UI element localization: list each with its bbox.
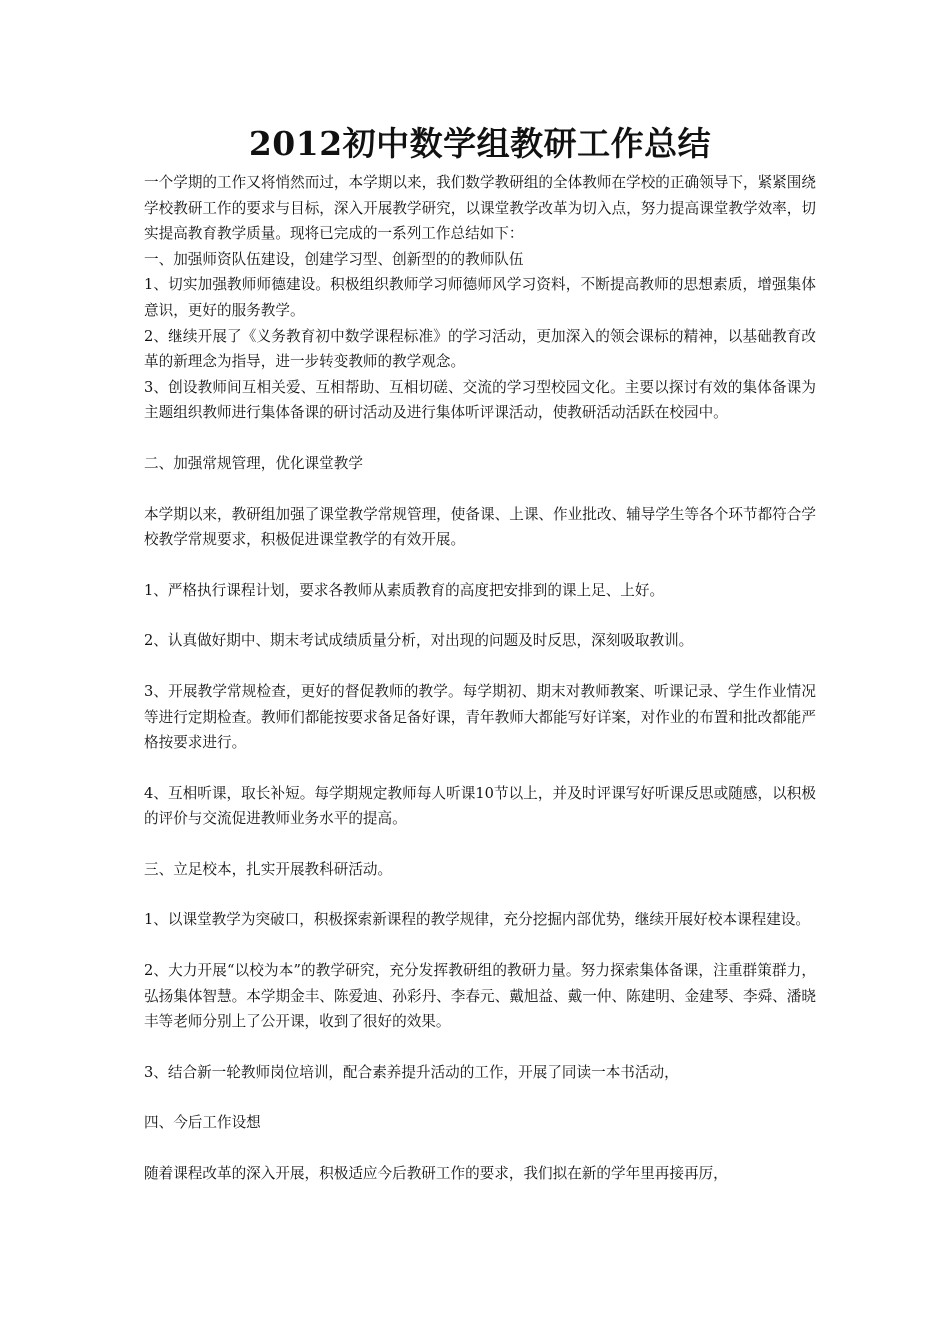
section4-heading: 四、今后工作设想	[144, 1114, 261, 1132]
section2-intro: 本学期以来，教研组加强了课堂教学常规管理，使备课、上课、作业批改、辅导学生等各个环节都符合学校教学常规要求，积极促进课堂教学的有效开展。	[144, 505, 816, 549]
section2-item-2: 2、认真做好期中、期末考试成绩质量分析，对出现的问题及时反思，深刻吸取教训。	[144, 632, 694, 650]
section3-item-1: 1、以课堂教学为突破口，积极探索新课程的教学规律，充分挖掘内部优势，继续开展好校本课程建设。	[144, 911, 811, 929]
section2-item-1: 1、严格执行课程计划，要求各教师从素质教育的高度把安排到的课上足、上好。	[144, 581, 665, 599]
section2-item-4: 4、互相听课，取长补短。每学期规定教师每人听课10节以上，并及时评课写好听课反思或随感，以积极的评价与交流促进教师业务水平的提高。	[144, 784, 816, 828]
section1-item-2: 2、继续开展了《义务教育初中数学课程标准》的学习活动，更加深入的领会课标的精神，以基础教育改革的新理念为指导，进一步转变教师的教学观念。	[144, 327, 816, 371]
section4-intro: 随着课程改革的深入开展，积极适应今后教研工作的要求，我们拟在新的学年里再接再厉，	[144, 1165, 728, 1183]
section1-heading: 一、加强师资队伍建设，创建学习型、创新型的的教师队伍	[144, 250, 524, 268]
section1-item-1: 1、切实加强教师师德建设。积极组织教师学习师德师风学习资料，不断提高教师的思想素质，增强集体意识，更好的服务教学。	[144, 276, 816, 319]
section2-item-3: 3、开展教学常规检查，更好的督促教师的教学。每学期初、期末对教师教案、听课记录、学生作业情况等进行定期检查。教师们都能按要求备足备好课，青年教师大都能写好详案，对作业的布置和批改都能严格按要求进行。	[144, 682, 816, 752]
section3-item-2: 2、大力开展“以校为本”的教学研究，充分发挥教研组的教研力量。努力探索集体备课，注重群策群力，弘扬集体智慧。本学期金丰、陈爱迪、孙彩丹、李春元、戴旭益、戴一仲、陈建明、金建琴、李舜、潘晓丰等老师分别上了公开课，收到了很好的效果。	[144, 962, 816, 1031]
document-title: 2012初中数学组教研工作总结	[248, 124, 712, 163]
section2-heading: 二、加强常规管理，优化课堂教学	[144, 454, 363, 472]
section3-heading: 三、立足校本，扎实开展教科研活动。	[144, 860, 393, 878]
intro-paragraph: 一个学期的工作又将悄然而过，本学期以来，我们数学教研组的全体教师在学校的正确领导下，紧紧围绕学校教研工作的要求与目标，深入开展教学研究，以课堂教学改革为切入点，努力提高课堂教学效率，切实提高教育教学质量。现将已完成的一系列工作总结如下：	[144, 174, 816, 243]
section3-item-3: 3、结合新一轮教师岗位培训，配合素养提升活动的工作，开展了同读一本书活动，	[144, 1063, 679, 1081]
section1-item-3: 3、创设教师间互相关爱、互相帮助、互相切磋、交流的学习型校园文化。主要以探讨有效的集体备课为主题组织教师进行集体备课的研讨活动及进行集体听评课活动，使教研活动活跃在校园中。	[144, 378, 816, 422]
